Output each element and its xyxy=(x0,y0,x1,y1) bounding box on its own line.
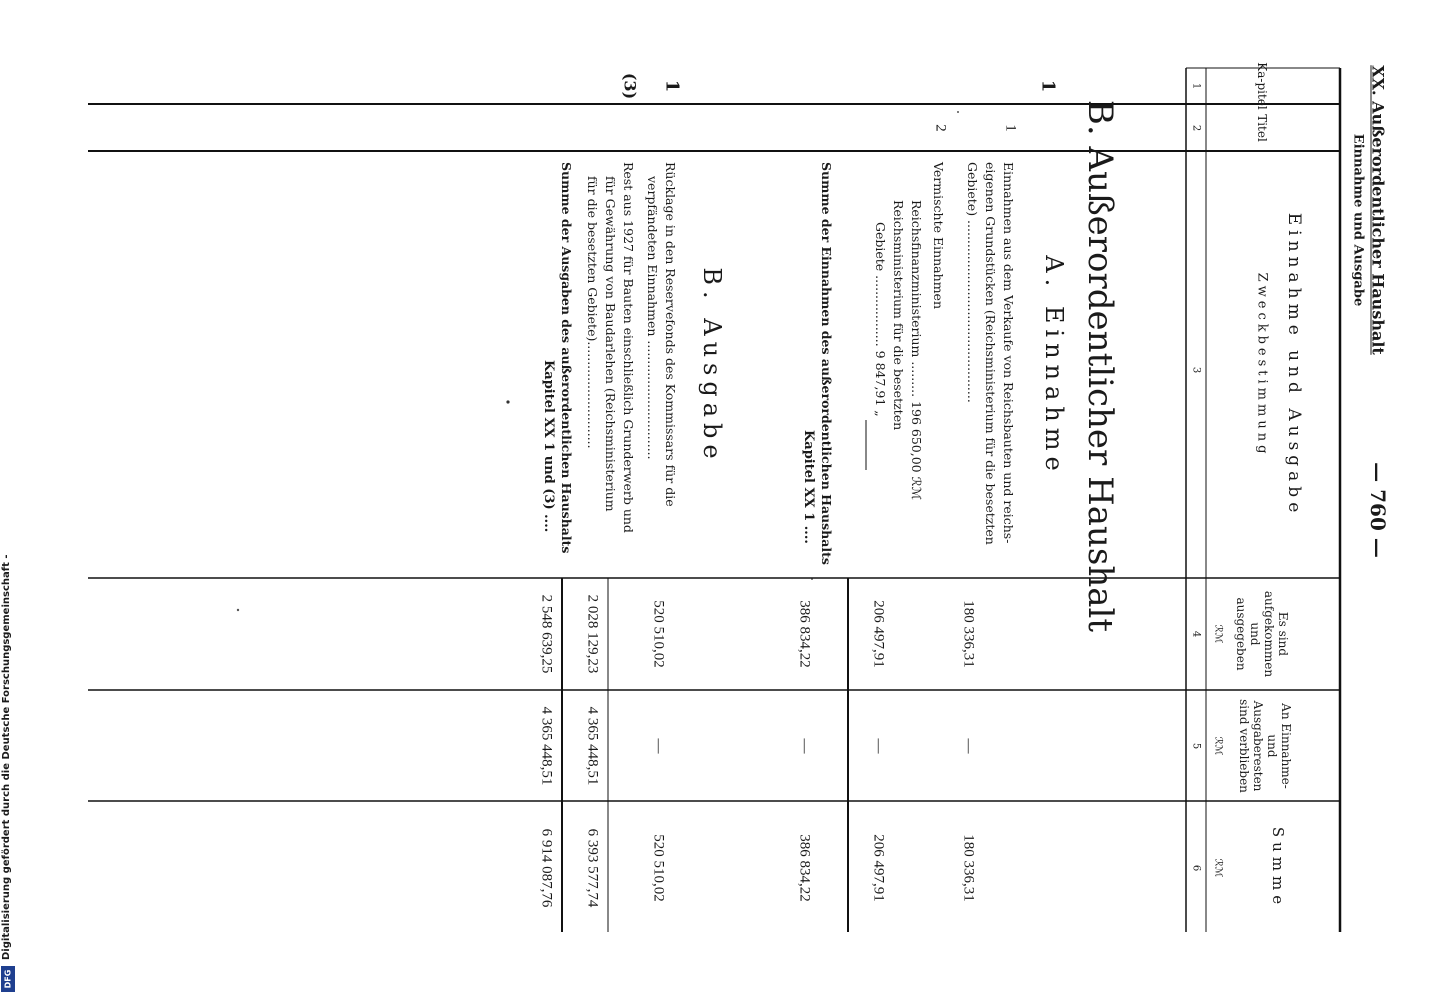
section-subtitle: Einnahme und Ausgabe xyxy=(1350,133,1366,307)
titel-1-text-l1: Einnahmen aus dem Verkaufe von Reichsbauten und reichs- xyxy=(1001,162,1016,544)
titel-2-text-l1: Vermischte Einnahmen xyxy=(931,162,946,309)
sum-einnahmen-col5: — xyxy=(796,738,813,754)
col4-header: Es sind aufgekommen und ausgegeben xyxy=(1234,590,1290,678)
col-num-1: 1 xyxy=(1190,82,1202,90)
ausgabe-1-text-l2: verpfändeten Einnahmen .............................. xyxy=(645,176,660,460)
ausgabe-1-col5: — xyxy=(650,738,667,754)
sum-ausgaben-l2: Kapitel XX 1 und (3) .... xyxy=(541,360,556,533)
kapitel-1-einnahme: 1 xyxy=(1037,79,1059,93)
col-num-4: 4 xyxy=(1190,630,1202,638)
col6-unit: ℛℳ xyxy=(1212,858,1224,878)
kapitel-1-ausgabe: 1 xyxy=(661,79,683,93)
sum-einnahmen-col4: 386 834,22 xyxy=(796,600,813,668)
ausgabe-3-text-l3: für die besetzten Gebiete)........................... xyxy=(585,176,600,449)
ausgabe-1-col4: 520 510,02 xyxy=(650,600,667,668)
col5-header: An Einnahme- und Ausgaberesten sind verblieben xyxy=(1237,699,1293,793)
sum-ausgaben-col5: 4 365 448,51 xyxy=(538,706,555,786)
col-zweck-sub: Zweckbestimmung xyxy=(1254,272,1270,458)
ausgabe-3-col5: 4 365 448,51 xyxy=(584,706,601,786)
titel-2-text-l2: Reichsfinanzministerium ......... 196 650,00 ℛℳ xyxy=(909,200,924,500)
page-number: — 760 — xyxy=(1366,462,1390,558)
section-title: XX. Außerordentlicher Haushalt xyxy=(1368,65,1388,355)
sum-einnahmen-l1: Summe der Einnahmen des außerordentlichen Haushalts xyxy=(819,162,834,565)
col-num-6: 6 xyxy=(1190,864,1202,872)
col5-unit: ℛℳ xyxy=(1212,736,1224,756)
sum-einnahmen-col6: 386 834,22 xyxy=(796,834,813,902)
heading-b-ausgabe: B. Ausgabe xyxy=(698,267,726,465)
ausgabe-1-col6: 520 510,02 xyxy=(650,834,667,902)
col-num-2: 2 xyxy=(1190,124,1202,132)
dfg-funding-note: Digitalisierung gefördert durch die Deutsche Forschungsgemeinschaft - xyxy=(1,554,12,960)
titel-1-number: 1 xyxy=(1002,124,1019,132)
heading-a-einnahme: A. Einnahme xyxy=(1040,255,1068,477)
col-num-5: 5 xyxy=(1190,742,1202,750)
titel-1-col4: 180 336,31 xyxy=(960,600,977,668)
ausgabe-3-text-l2: für Gewährung von Baudarlehen (Reichsministerium xyxy=(603,176,618,512)
col-kapitel-header: Ka-pitel xyxy=(1255,62,1269,110)
titel-1-col6: 180 336,31 xyxy=(960,834,977,902)
titel-2-col5: — xyxy=(870,738,887,754)
kapitel-3-ausgabe: (3) xyxy=(620,72,640,100)
titel-2-col6: 206 497,91 xyxy=(870,834,887,902)
titel-1-text-l2: eigenen Grundstücken (Reichsministerium für die besetzten xyxy=(983,162,998,545)
col-num-3: 3 xyxy=(1190,366,1202,374)
ausgabe-3-col4: 2 028 129,23 xyxy=(584,594,601,674)
titel-1-text-l3: Gebiete) .............................................. xyxy=(965,162,980,403)
sum-ausgaben-l1: Summe der Ausgaben des außerordentlichen Haushalts xyxy=(559,162,574,554)
col-zweck-main: Einnahme und Ausgabe xyxy=(1284,212,1304,518)
titel-2-col4: 206 497,91 xyxy=(870,600,887,668)
titel-2-text-l4: Gebiete .................. 9 847,91 „ xyxy=(873,222,888,417)
ausgabe-1-text-l1: Rücklage in den Reservefonds des Kommissars für die xyxy=(663,162,678,507)
dfg-logo-text: DFG xyxy=(3,969,13,989)
heading-ausserordentlicher-haushalt: B. Außerordentlicher Haushalt xyxy=(1080,99,1120,633)
sum-ausgaben-col6: 6 914 087,76 xyxy=(538,828,555,908)
ausgabe-3-text-l1: Rest aus 1927 für Bauten einschließlich Grunderwerb und xyxy=(621,162,636,533)
sum-einnahmen-l2: Kapitel XX 1 .... xyxy=(801,430,816,544)
titel-1-col5: — xyxy=(960,738,977,754)
col4-unit: ℛℳ xyxy=(1212,624,1224,644)
titel-2-number: 2 xyxy=(932,124,949,132)
titel-2-text-l3: Reichsministerium für die besetzten xyxy=(891,200,906,431)
dfg-logo xyxy=(1,966,15,992)
sum-ausgaben-col4: 2 548 639,25 xyxy=(538,594,555,674)
col-titel-header: Titel xyxy=(1255,114,1269,142)
ausgabe-3-col6: 6 393 577,74 xyxy=(584,828,601,908)
col6-header: Summe xyxy=(1269,826,1287,910)
